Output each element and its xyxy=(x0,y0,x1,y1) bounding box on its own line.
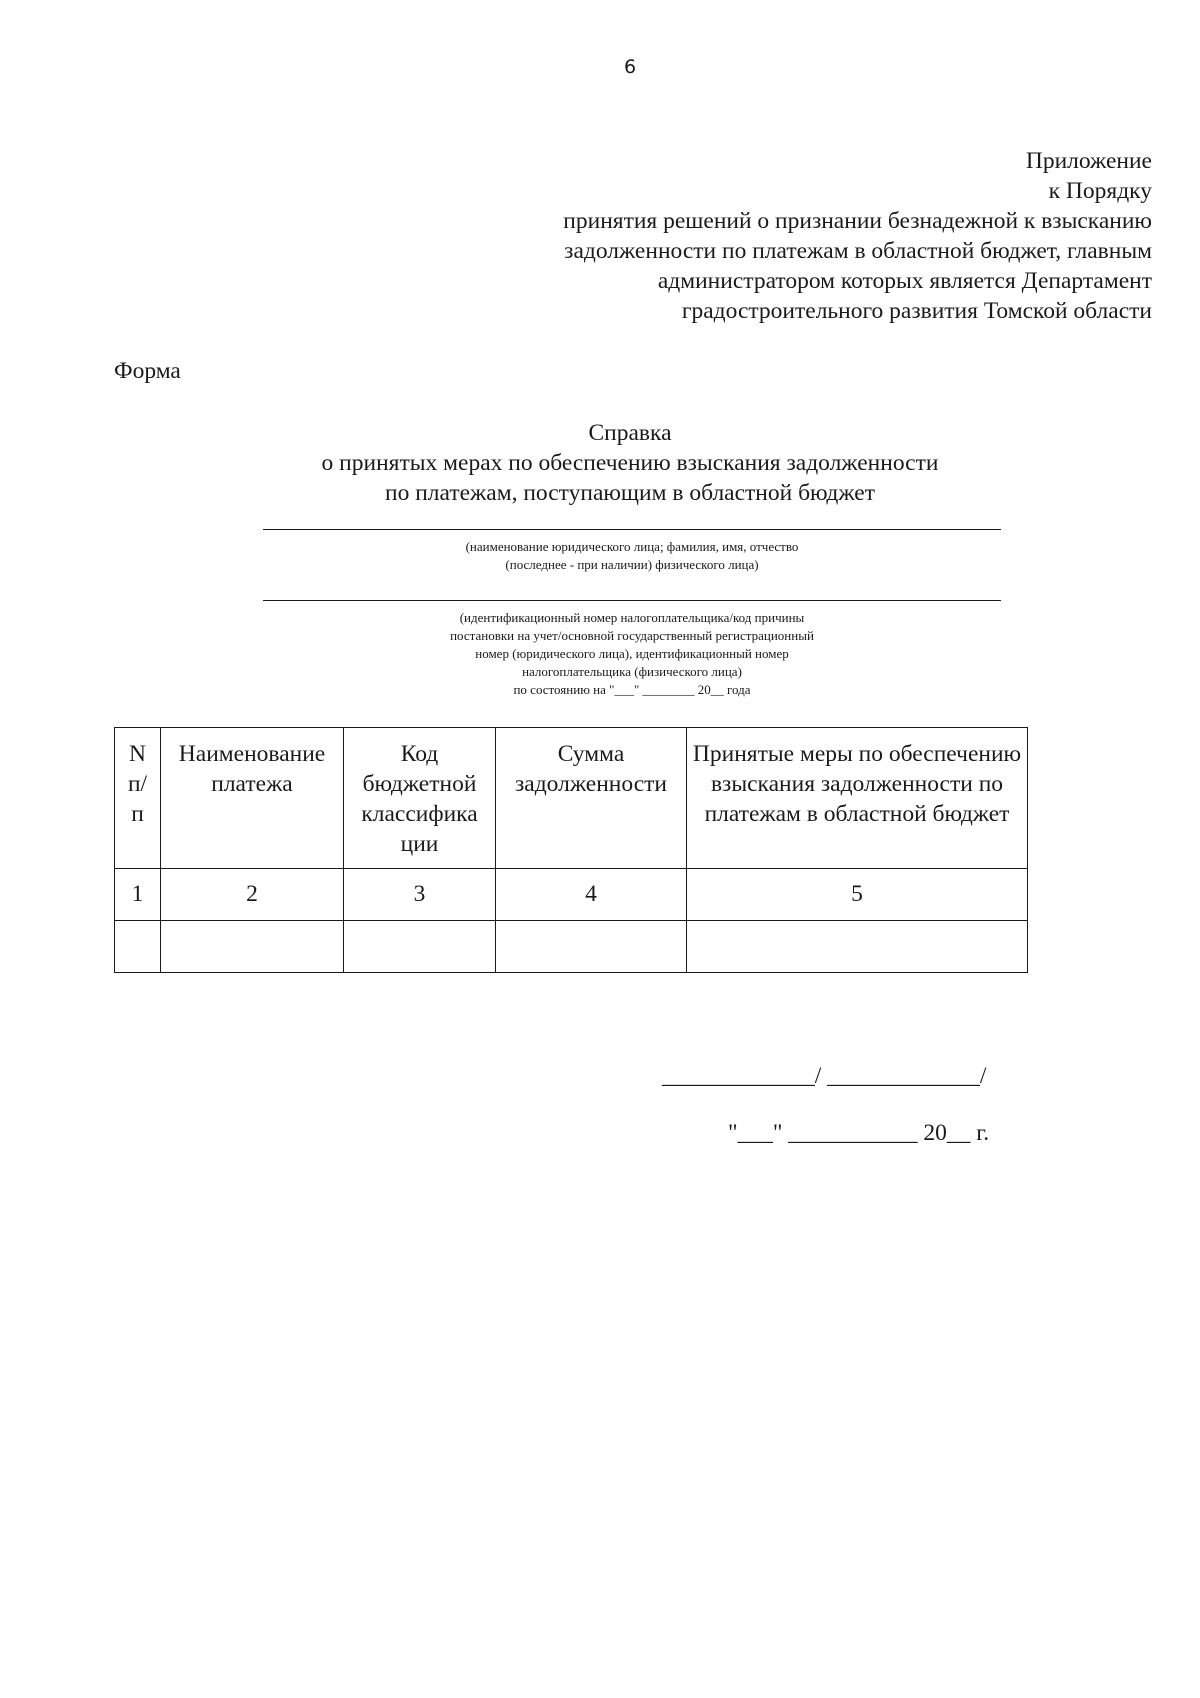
table-cell[interactable] xyxy=(161,921,344,973)
table-cell[interactable] xyxy=(687,921,1028,973)
caption-line: (наименование юридического лица; фамилия, имя, отчество xyxy=(465,539,799,554)
appendix-header xyxy=(452,146,1152,326)
date-line: "___" ___________ 20__ г. xyxy=(728,1120,990,1146)
appendix-line: задолженности по платежам в областной бюджет, главным xyxy=(564,238,1152,264)
table-cell[interactable] xyxy=(115,921,161,973)
title-line: о принятых мерах по обеспечению взыскания задолженности xyxy=(321,450,939,476)
table-row xyxy=(115,921,1028,973)
title-line: Справка xyxy=(588,420,672,446)
caption-line: по состоянию на "___" ________ 20__ года xyxy=(513,682,751,697)
form-label: Форма xyxy=(114,358,181,384)
table-cell: 2 xyxy=(161,869,344,921)
table-cell: 5 xyxy=(687,869,1028,921)
header-debt-amount: Сумма задолженности xyxy=(496,728,687,869)
caption-line: налогоплательщика (физического лица) xyxy=(522,664,742,679)
debt-measures-table xyxy=(114,727,1028,973)
table-cell: 4 xyxy=(496,869,687,921)
entity-name-field-line[interactable] xyxy=(263,529,1001,530)
caption-line: (последнее - при наличии) физического лица) xyxy=(505,557,759,572)
document-title xyxy=(0,418,1200,508)
appendix-line: градостроительного развития Томской области xyxy=(681,298,1152,324)
appendix-line: Приложение xyxy=(1025,148,1152,174)
caption-line: номер (юридического лица), идентификационный номер xyxy=(475,646,789,661)
appendix-line: к Порядку xyxy=(1048,178,1152,204)
appendix-line: администратором которых является Департамент xyxy=(657,268,1152,294)
appendix-line: принятия решений о признании безнадежной к взысканию xyxy=(563,208,1152,234)
signature-line: _____________/ _____________/ xyxy=(662,1063,987,1089)
header-budget-code: Код бюджетной классифика ции xyxy=(344,728,496,869)
header-number: N п/ п xyxy=(115,728,161,869)
caption-line: (идентификационный номер налогоплательщика/код причины xyxy=(459,610,805,625)
entity-name-caption xyxy=(263,538,1001,574)
table-cell: 3 xyxy=(344,869,496,921)
table-row xyxy=(115,869,1028,921)
table-cell[interactable] xyxy=(496,921,687,973)
table-cell[interactable] xyxy=(344,921,496,973)
title-line: по платежам, поступающим в областной бюджет xyxy=(385,480,875,506)
caption-line: постановки на учет/основной государственный регистрационный xyxy=(450,628,814,643)
page-number: 6 xyxy=(623,56,637,78)
inn-caption xyxy=(263,609,1001,699)
header-payment-name: Наименование платежа xyxy=(161,728,344,869)
table-cell: 1 xyxy=(115,869,161,921)
table-header-row xyxy=(115,728,1028,869)
inn-field-line[interactable] xyxy=(263,600,1001,601)
header-measures: Принятые меры по обеспечению взыскания задолженности по платежам в областной бюджет xyxy=(687,728,1028,869)
